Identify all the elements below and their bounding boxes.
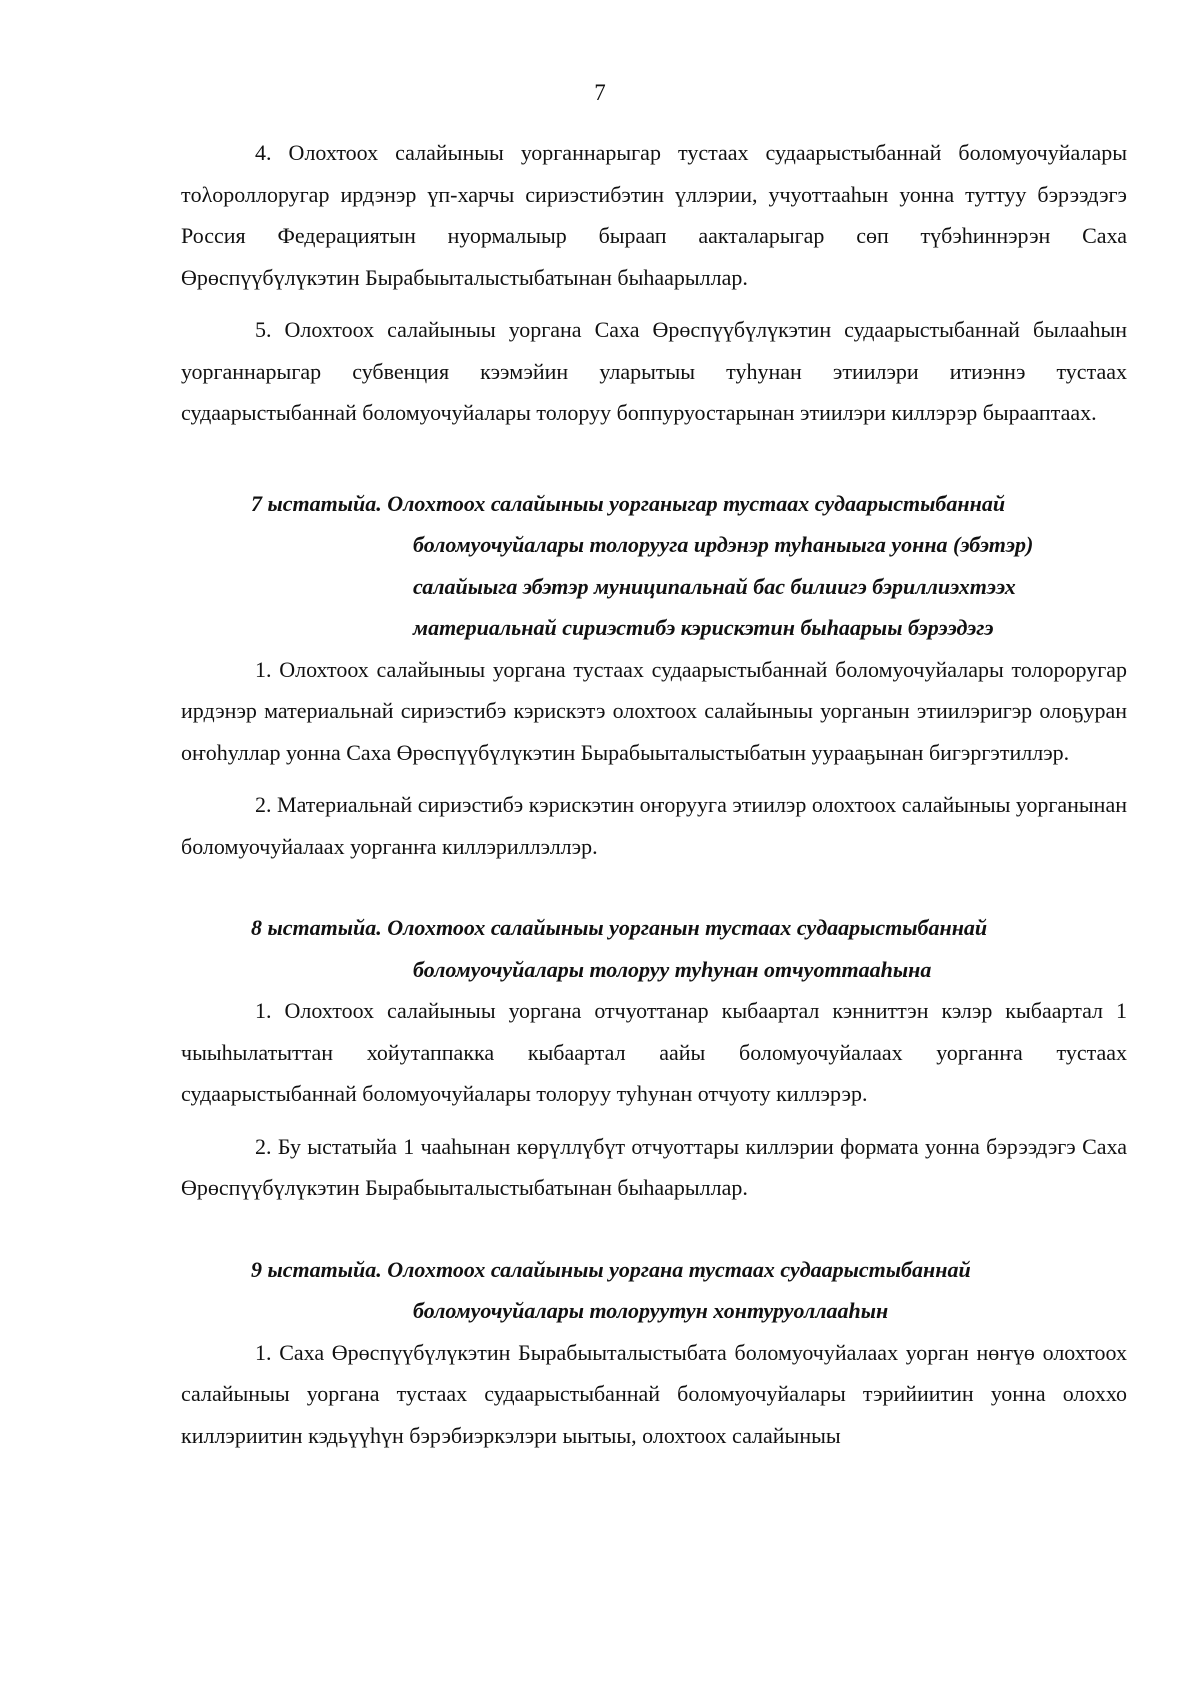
page-number: 7 (594, 80, 606, 105)
article-8-heading-line-1: 8 ыстатыйа. Олохтоох салайыныы уорганын тустаах судаарыстыбаннай (251, 915, 988, 940)
paragraph-art6-item5: 5. Олохтоох салайыныы уоргана Саха Өрөспүүбүлүкэтин судаарыстыбаннай былааһын уорганнарыгар субвенция кээмэйин уларытыы туһунан этиилэри итиэннэ тустаах судаарыстыбаннай боломуочуйалары толоруу боппуруостарынан этиилэри киллэрэр бырааптаах. (181, 317, 1127, 425)
article-8-heading-line-2: боломуочуйалары толоруу туһунан отчуоттааһына (413, 956, 932, 982)
article-7-heading-line-2: боломуочуйалары толорууга ирдэнэр туһаныыга уонна (эбэтэр) (413, 532, 1034, 557)
paragraph-art8-item1: 1. Олохтоох салайыныы уоргана отчуоттанар кыбаартал кэнниттэн кэлэр кыбаартал 1 чыыһылатыттан хойутаппакка кыбаартал аайы боломуочуйалаах уорганҥа тустаах судаарыстыбаннай боломуочуйалары толоруу туһунан отчуоту киллэрэр. (181, 998, 1127, 1106)
article-9-heading-line-1: 9 ыстатыйа. Олохтоох салайыныы уоргана тустаах судаарыстыбаннай (251, 1256, 971, 1282)
document-body (181, 132, 1127, 1467)
article-9-heading (181, 1249, 1127, 1332)
article-7-heading (181, 483, 1127, 649)
paragraph-art7-item2: 2. Материальнай сириэстибэ кэрискэтин оҥорууга этиилэр олохтоох салайыныы уорганынан боломуочуйалаах уорганҥа киллэриллэллэр. (181, 792, 1127, 859)
article-7-heading-line-1: 7 ыстатыйа. Олохтоох салайыныы уорганыгар тустаах судаарыстыбаннай (251, 490, 1006, 516)
article-8-heading (181, 907, 1127, 990)
article-7-heading-line-4: материальнай сириэстибэ кэрискэтин быһаарыы бэрээдэгэ (413, 615, 994, 640)
article-7-heading-line-3: салайыыга эбэтэр муниципальнай бас билиигэ бэриллиэхтээх (413, 573, 1016, 599)
article-9-heading-line-2: боломуочуйалары толоруутун хонтуруоллааһын (413, 1298, 889, 1323)
paragraph-art8-item2: 2. Бу ыстатыйа 1 чааһынан көрүллүбүт отчуоттары киллэрии формата уонна бэрээдэгэ Саха Өрөспүүбүлүкэтин Бырабыыталыстыбатынан быһаарыллар. (181, 1133, 1127, 1200)
paragraph-art6-item4: 4. Олохтоох салайыныы уорганнарыгар тустаах судаарыстыбаннай боломуочуйалары тολороллоругар ирдэнэр үп-харчы сириэстибэтин үллэрии, учуоттааһын уонна туттуу бэрээдэгэ Россия Федерациятын нуормалыыр быраап аакталарыгар сөп түбэһиннэрэн Саха Өрөспүүбүлүкэтин Бырабыыталыстыбатынан быһаарыллар. (181, 140, 1127, 290)
paragraph-art9-item1: 1. Саха Өрөспүүбүлүкэтин Бырабыыталыстыбата боломуочуйалаах уорган нөҥүө олохтоох салайыныы уоргана тустаах судаарыстыбаннай боломуочуйалары тэрийиитин уонна олоххо киллэриитин кэдьүүһүн бэрэбиэркэлэри ыытыы, олохтоох салайыныы (181, 1339, 1127, 1448)
paragraph-art7-item1: 1. Олохтоох салайыныы уоргана тустаах судаарыстыбаннай боломуочуйалары толороругар ирдэнэр материальнай сириэстибэ кэрискэтэ олохтоох салайыныы уорганын этиилэригэр олоҕуран оҥоһуллар уонна Саха Өрөспүүбүлүкэтин Бырабыыталыстыбатын уурааҕынан бигэргэтиллэр. (181, 656, 1127, 765)
